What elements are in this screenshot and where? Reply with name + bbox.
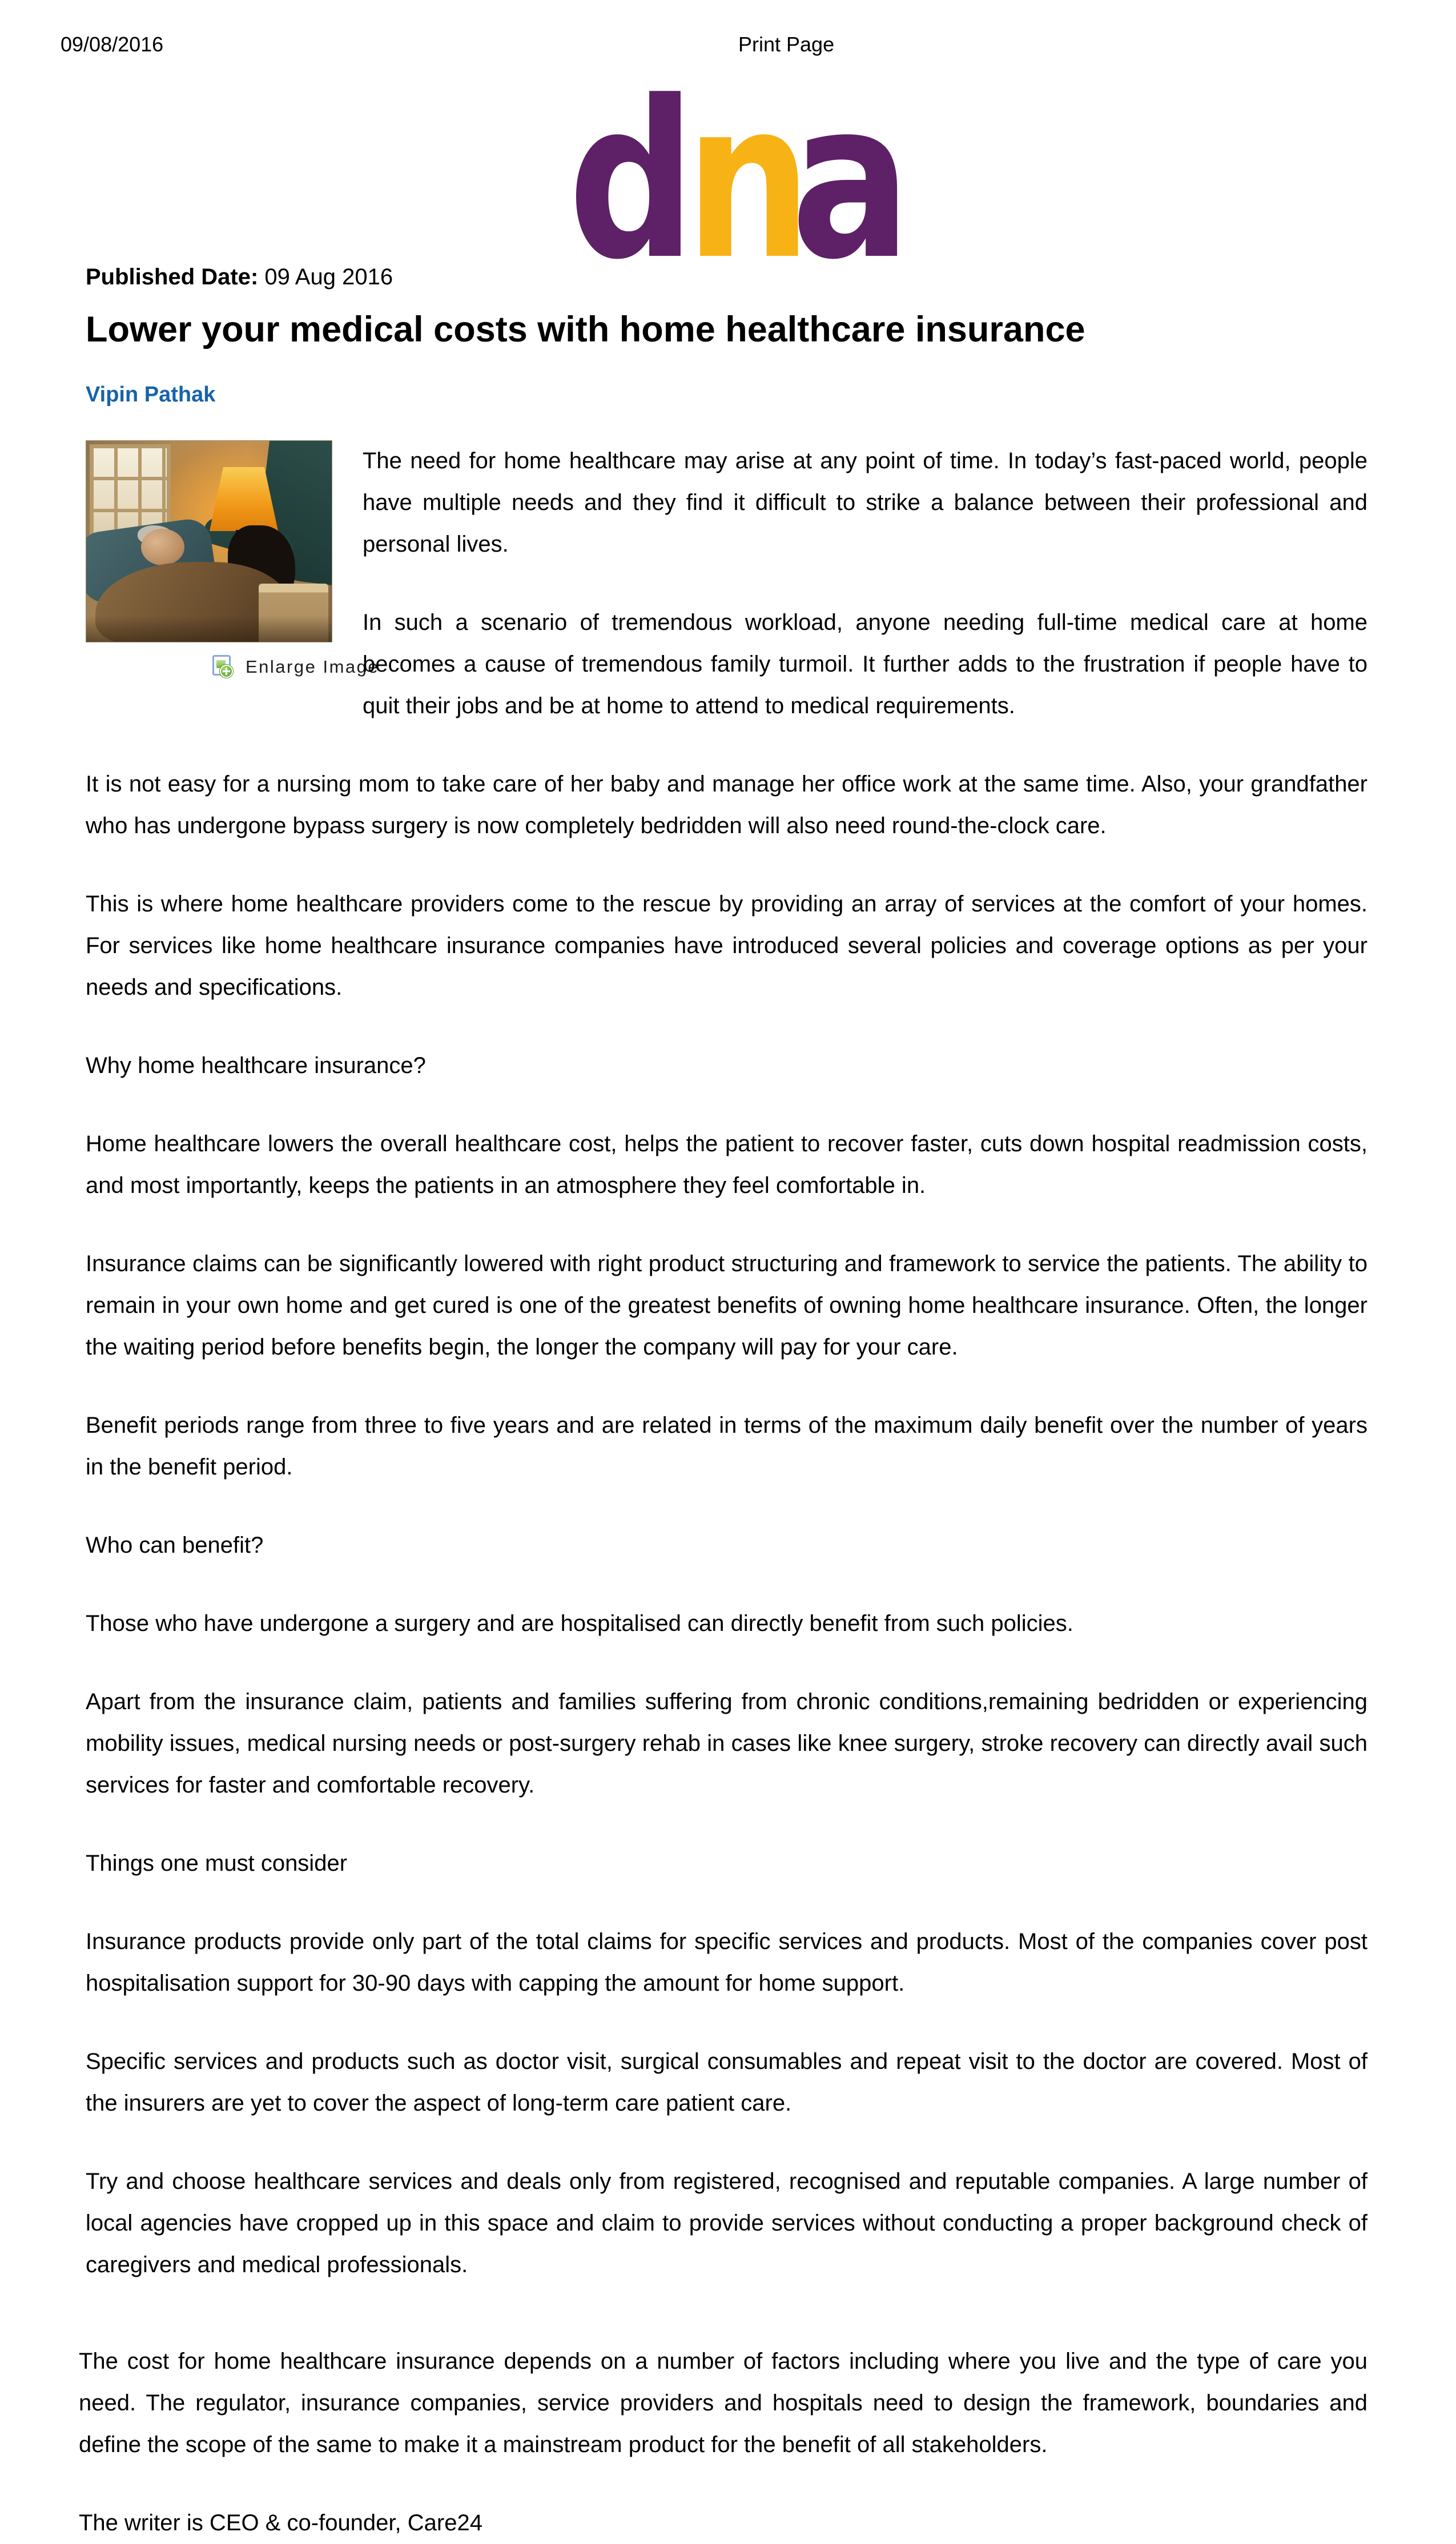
article-paragraph: Specific services and products such as doctor visit, surgical consumables and repeat visit to the doctor are covered. Most of the insurers are yet to cover the aspect of long-term care patient care. — [86, 2049, 1367, 2116]
logo-letter-n: n — [685, 85, 812, 263]
print-page-title: Print Page — [738, 33, 835, 56]
article-paragraph: Those who have undergone a surgery and are hospitalised can directly benefit from such policies. — [86, 1611, 1073, 1636]
print-date: 09/08/2016 — [61, 33, 164, 56]
article-paragraph: Home healthcare lowers the overall healthcare cost, helps the patient to recover faster, cuts down hospital readmission costs, and most importantly, keeps the patients in an atmosphere they feel comfortable in. — [86, 1131, 1367, 1198]
article-byline: The writer is CEO & co-founder, Care24 — [79, 2510, 482, 2535]
article-paragraph: Benefit periods range from three to five years and are related in terms of the maximum daily benefit over the number of years in the benefit period. — [86, 1413, 1367, 1480]
article-paragraph: It is not easy for a nursing mom to take care of her baby and manage her office work at the same time. Also, your grandfather who has undergone bypass surgery is now completely bedridden will also need round-the-clock care. — [86, 771, 1367, 838]
published-date-value: 09 Aug 2016 — [264, 264, 393, 290]
photo-nightstand — [259, 584, 328, 642]
author-link[interactable]: Vipin Pathak — [86, 383, 216, 407]
section-heading: Why home healthcare insurance? — [86, 1053, 426, 1078]
print-header — [0, 33, 1456, 55]
article-paragraph: Try and choose healthcare services and deals only from registered, recognised and reputable companies. A large number of local agencies have cropped up in this space and claim to provide services without conducting a proper background check of caregivers and medical professionals. — [86, 2169, 1367, 2277]
article-paragraph: In such a scenario of tremendous workload, anyone needing full-time medical care at home becomes a cause of tremendous family turmoil. It further adds to the frustration if people have to quit their jobs and be at home to attend to medical requirements. — [363, 610, 1367, 718]
section-heading: Who can benefit? — [86, 1533, 264, 1558]
article-figure — [86, 440, 380, 680]
logo-letter-d: d — [568, 85, 696, 263]
published-date-line — [86, 263, 1367, 291]
article-paragraph: Insurance claims can be significantly lowered with right product structuring and framework to service the patients. The ability to remain in your own home and get cured is one of the greatest benefits of owning home healthcare insurance. Often, the longer the waiting period before benefits begin, the longer the company will pay for your care. — [86, 1251, 1367, 1360]
article — [79, 263, 1367, 2544]
logo-letter-a: a — [791, 85, 902, 263]
enlarge-image-link[interactable] — [212, 653, 380, 680]
photo-patient-head — [141, 529, 184, 565]
article-paragraph: Insurance products provide only part of the total claims for specific services and products. Most of the companies cover post hospitalisation support for 30-90 days with capping the amount for home support. — [86, 1929, 1367, 1996]
article-image[interactable] — [86, 440, 332, 642]
article-title: Lower your medical costs with home healthcare insurance — [86, 310, 1085, 349]
article-paragraph: This is where home healthcare providers come to the rescue by providing an array of services at the comfort of your homes. For services like home healthcare insurance companies have introduced several policies and coverage options as per your needs and specifications. — [86, 891, 1367, 1000]
section-heading: Things one must consider — [86, 1851, 348, 1876]
article-paragraph: The need for home healthcare may arise at any point of time. In today’s fast-paced world, people have multiple needs and they find it difficult to strike a balance between their professional and personal lives. — [363, 448, 1367, 557]
article-paragraph: The cost for home healthcare insurance depends on a number of factors including where you live and the type of care you need. The regulator, insurance companies, service providers and hospitals need to design the framework, boundaries and define the scope of the same to make it a mainstream product for the benefit of all stakeholders. — [79, 2349, 1367, 2457]
enlarge-image-label: Enlarge Image — [246, 656, 380, 677]
enlarge-icon-plus-badge — [220, 665, 233, 678]
article-body — [79, 440, 1367, 2544]
enlarge-image-icon — [212, 655, 233, 678]
published-date-label: Published Date: — [86, 264, 259, 290]
dna-logo — [568, 85, 902, 263]
article-paragraph: Apart from the insurance claim, patients and families suffering from chronic conditions,remaining bedridden or experiencing mobility issues, medical nursing needs or post-surgery rehab in cases like knee surgery, stroke recovery can directly avail such services for faster and comfortable recovery. — [86, 1689, 1367, 1798]
